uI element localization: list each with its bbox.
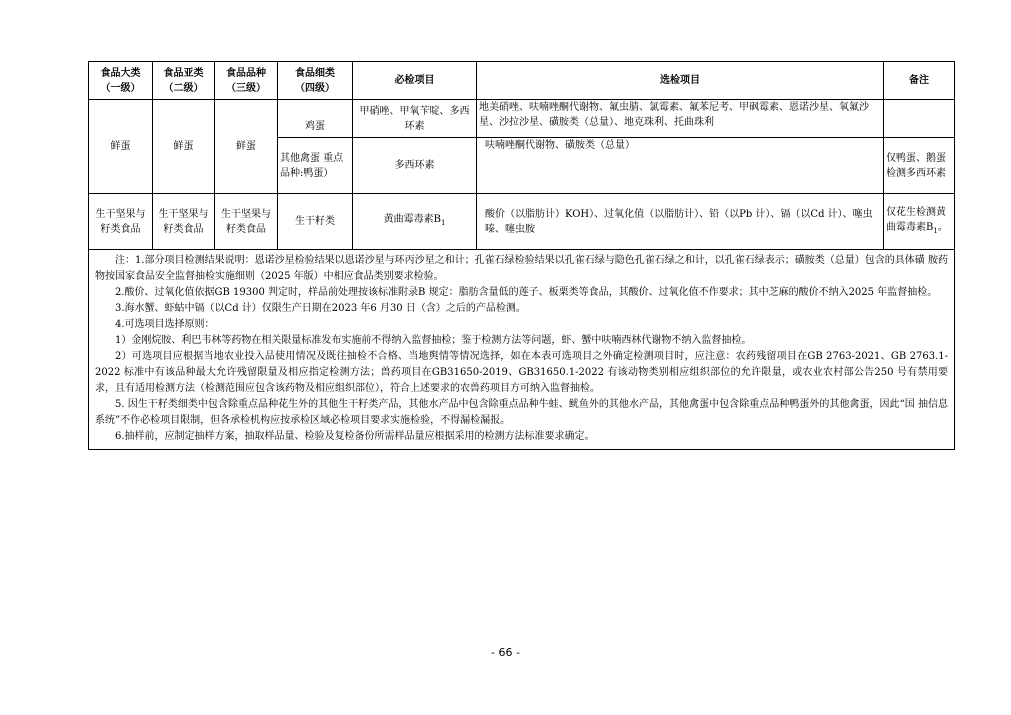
cell-nuts-required xyxy=(353,194,477,250)
header-required-items: 必检项目 xyxy=(353,62,477,100)
notes-cell xyxy=(89,250,955,450)
cell-egg-chicken-required: 甲硝唑、甲氧苄啶、多西环素 xyxy=(353,100,477,138)
cell-egg-chicken-optional: 地美硝唑、呋喃唑酮代谢物、氟虫腈、氯霉素、氟苯尼考、甲砜霉素、恩诺沙星、氧氟沙星、沙拉沙星、磺胺类（总量）、地克珠利、托曲珠利 xyxy=(477,100,884,138)
header-category-2: 食品亚类 （二级） xyxy=(153,62,215,100)
cell-egg-other-remarks: 仅鸭蛋、鹅蛋检测多西环素 xyxy=(884,138,955,194)
cell-nuts-category-3: 生干坚果与籽类食品 xyxy=(215,194,278,250)
cell-nuts-optional: 酸价（以脂肪计）KOH）、过氧化值（以脂肪计）、铅（以Pb 计）、镉（以Cd 计）、噻虫嗪、噻虫胺 xyxy=(477,194,884,250)
cell-egg-chicken-remarks xyxy=(884,100,955,138)
cell-nuts-category-2: 生干坚果与籽类食品 xyxy=(153,194,215,250)
note-1: 注：1.部分项目检测结果说明：恩诺沙星检验结果以恩诺沙星与环丙沙星之和计；孔雀石绿检验结果以孔雀石绿与隐色孔雀石绿之和计，以孔雀石绿表示；磺胺类（总量）包含的具体磺 胺药物按国家食品安全监督抽检实施细则（2025 年版）中相应食品类别要求检验。 xyxy=(95,255,948,282)
header-category-4: 食品细类 （四级） xyxy=(278,62,353,100)
table-header-row xyxy=(89,62,955,100)
cell-egg-category-3: 鲜蛋 xyxy=(215,100,278,194)
table-row-egg-chicken xyxy=(89,100,955,138)
cell-egg-other-optional: 呋喃唑酮代谢物、磺胺类（总量） xyxy=(477,138,884,194)
cell-egg-category-2: 鲜蛋 xyxy=(153,100,215,194)
header-optional-items: 选检项目 xyxy=(477,62,884,100)
header-category-1: 食品大类 （一级） xyxy=(89,62,153,100)
nuts-remarks-tail: 。 xyxy=(937,221,948,233)
note-4-2: 2）可选项目应根据当地农业投入品使用情况及既往抽检不合格、当地舆情等情况选择，如在本表可选项目之外确定检测项目时，应注意：农药残留项目在GB 2763-2021、GB 2763.1-2022 标准中有该品种最大允许残留限量及相应指定检测方法；兽药项目在GB31650-2019、GB31650.1-2022 有该动物类别相应组织部位的允许限量，或农业农村部公告250 号有禁用要求，且有适用检测方法（检测范围应包含该药物及相应组织部位），符合上述要求的农兽药项目方可纳入监督抽检。 xyxy=(95,351,948,394)
note-6: 6.抽样前，应制定抽样方案，抽取样品量、检验及复检备份所需样品量应根据采用的检测方法标准要求确定。 xyxy=(115,431,595,442)
cell-nuts-remarks xyxy=(884,194,955,250)
nuts-remarks-text: 仅花生检测黄曲霉毒素B xyxy=(886,206,946,233)
cell-nuts-category-4: 生干籽类 xyxy=(278,194,353,250)
cell-egg-other-category-4: 其他禽蛋 重点品种:鸭蛋） xyxy=(278,138,353,194)
cell-egg-chicken-category-4: 鸡蛋 xyxy=(278,100,353,138)
header-category-3: 食品品种 （三级） xyxy=(215,62,278,100)
cell-egg-category-1: 鲜蛋 xyxy=(89,100,153,194)
table-row-nuts xyxy=(89,194,955,250)
nuts-required-text: 黄曲霉毒素B xyxy=(383,214,441,225)
note-4: 4.可选项目选择原则： xyxy=(115,319,215,330)
header-remarks: 备注 xyxy=(884,62,955,100)
nuts-required-subscript: 1 xyxy=(440,219,446,227)
note-4-1: 1）金刚烷胺、利巴韦林等药物在相关限量标准发布实施前不得纳入监督抽检；鉴于检测方法等问题，虾、蟹中呋喃西林代谢物不纳入监督抽检。 xyxy=(115,335,752,346)
cell-egg-other-required: 多西环素 xyxy=(353,138,477,194)
note-2: 2.酸价、过氧化值依据GB 19300 判定时，样品前处理按该标准附录B 规定：脂肪含量低的莲子、板栗类等食品，其酸价、过氧化值不作要求；其中芝麻的酸价不纳入2025 年监督抽检。 xyxy=(115,287,938,298)
inspection-items-table xyxy=(88,61,955,450)
note-3: 3.海水蟹、虾蛄中镉（以Cd 计）仅限生产日期在2023 年6 月30 日（含）之后的产品检测。 xyxy=(115,303,526,314)
page-number: - 66 - xyxy=(491,646,520,659)
note-5: 5. 因生干籽类细类中包含除重点品种花生外的其他生干籽类产品，其他水产品中包含除重点品种牛蛙、鱿鱼外的其他水产品，其他禽蛋中包含除重点品种鸭蛋外的其他禽蛋，因此“国 抽信息系统”不作必检项目限制，但各承检机构应按承检区域必检项目要求实施检验，不得漏检漏报。 xyxy=(95,399,948,426)
table-notes-row xyxy=(89,250,955,450)
cell-nuts-category-1: 生干坚果与籽类食品 xyxy=(89,194,153,250)
nuts-remarks-subscript: 1 xyxy=(933,226,938,235)
